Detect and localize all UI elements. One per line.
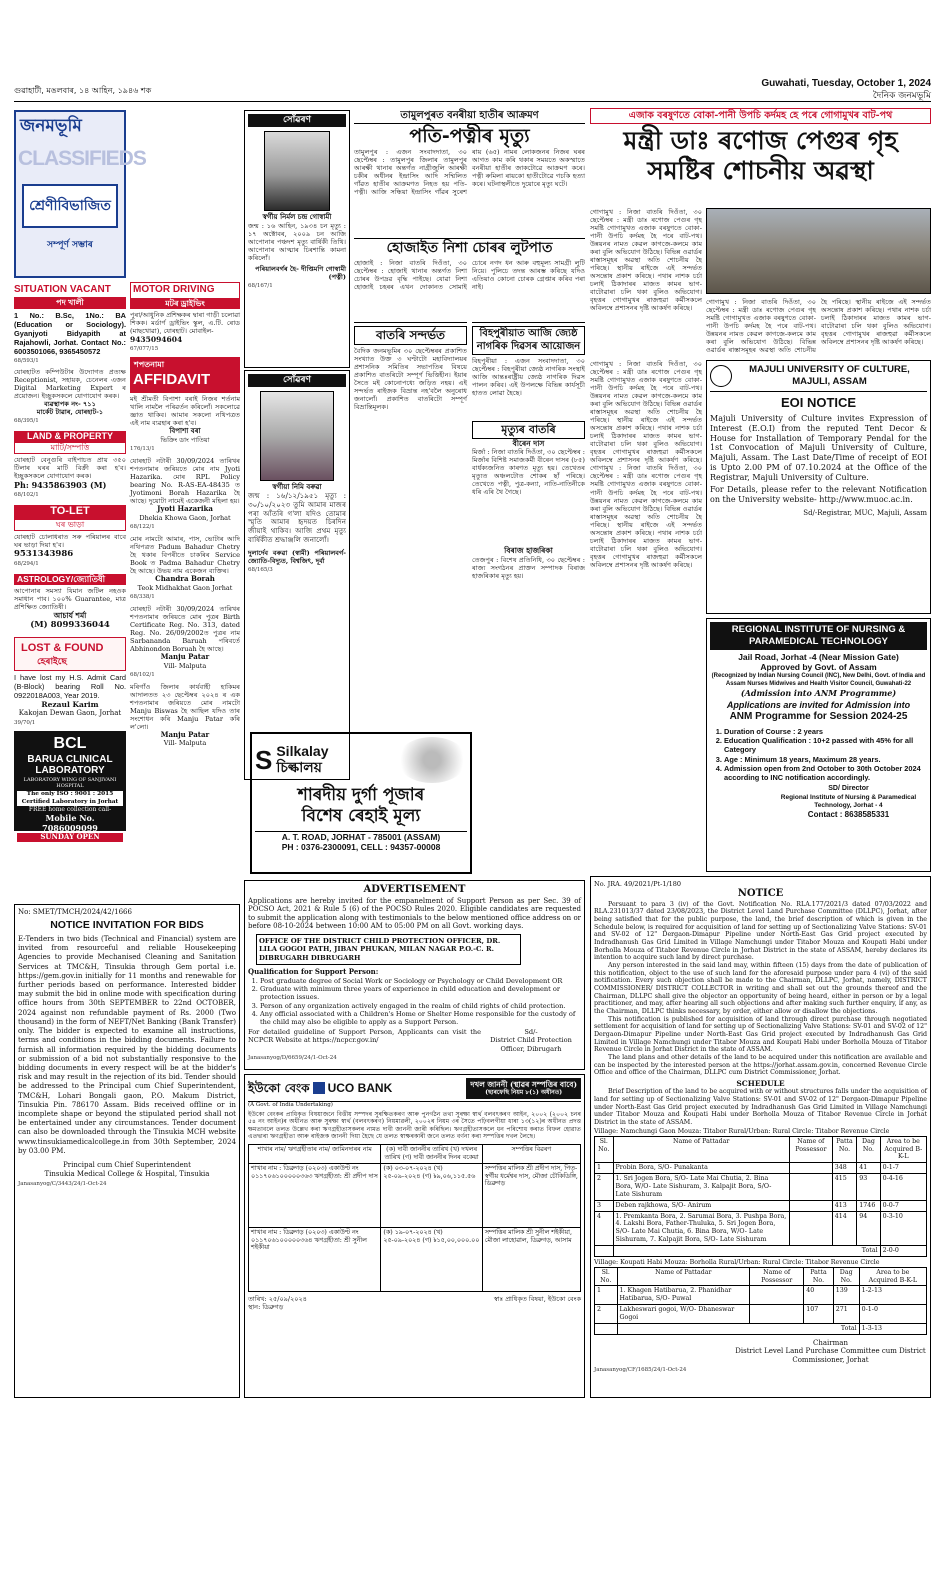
schedule-th: Name of Pattadar: [617, 1267, 750, 1286]
schedule-th: Patta No.: [832, 1136, 857, 1163]
affidavit-name: বিপাশা বৰা: [169, 425, 201, 435]
rint-item: 2. Education Qualification : 10+2 passed with 45% for all Category: [724, 736, 927, 755]
death-headline: মৃত্যুৰ বাতৰি: [472, 421, 585, 439]
schedule-th: Area to be Acquired B-K-L: [859, 1267, 926, 1286]
receptionist-ad: যোৰহাটত কম্পিউটাৰ উদ্যোগত প্ৰত্যক্ষ Receptionist, সহায়ক, চেনেলৰ এজন Digital Marketing Expert ৰ প্ৰয়োজন। ইচ্ছুকসকলে যোগাযোগ কৰক।: [14, 367, 126, 400]
minister-story: [590, 108, 931, 356]
table-row: 2 1. Sri Jogen Bora, S/O- Late Mai Chutia, 2. Bina Bora, W/O- Late Sishuram, 3. Kalpajit Bora, S/O- Late Sishuram 415 93 0-4-16: [595, 1174, 927, 1201]
affidavit-item: [130, 683, 240, 748]
majuli-text: Majuli University of Culture invites Expression of Interest (E.O.I) from the reputed Tent Decor & House for Installation of Temporary Pendal for the 1st Convocation of Majuli University of Culture, Majuli, Assam. The Last Date/Time of receipt of EOI is Upto 2.00 PM of 07.10.2024 at the Office of the Registrar, Majuli University of Culture.: [710, 414, 927, 482]
schedule-th: Patta No.: [804, 1267, 834, 1286]
schedule-th: Sl. No.: [595, 1136, 614, 1163]
affidavit-ref: 176/13/1: [130, 445, 155, 452]
affidavit-item: [130, 605, 240, 679]
majuli-title: EOI NOTICE: [780, 394, 857, 410]
minister-text-1: গোগামুখ : নিজা বাতৰি দিওঁতা, ৩০ ছেপ্টেম্বৰ : মন্ত্ৰী ডাঃ ৰণোজ পেগুৰ গৃহ সমষ্টি গোগামুখত এজাক বৰষুণতে বোকা-পানী উপচি কৰ্দমহ হৈ পৰে বাট-পথ। উন্নয়নৰ নামত কেৱল কাগজে-কলমে কাম কৰা বুলি অভিযোগ উঠিছে। বিভিন্ন ওৱাৰ্ডৰ ৰাস্তাসমূহৰ অৱস্থা অতি শোচনীয় হৈ পৰিছে। স্থানীয় ৰাইজে এই সন্দৰ্ভত অসন্তোষ প্ৰকাশ কৰিছে। পথাৰ নাশক চৰ্চা চলাই ঠিকাদাৰৰ মাজত কামৰ ভাগ-বাটোৱাৰা চলি থকা বুলিও অভিযোগ। বৃহত্তৰ গোগামুখৰ ৰাজহুৱা কৰ্মীসকলে অবিলম্বে প্ৰশাসনৰ দৃষ্টি আকৰ্ষণ কৰিছে।: [590, 208, 702, 313]
land-phone: Ph: 9435863903 (M): [14, 479, 107, 490]
tolet-phone: 9531343986: [14, 548, 74, 559]
classified-brand: জনমভূমি: [20, 116, 82, 136]
table-total-row: Total 1-3-13: [595, 1323, 927, 1334]
news-column: [354, 110, 585, 730]
obit2-photo: [260, 391, 334, 481]
motor-heading-as: মটৰ ড্ৰাইভিং: [130, 299, 240, 309]
land-ref: 68/102/1: [14, 491, 39, 498]
silkalay-ad: [250, 732, 472, 874]
advert-ref: Janasanyog/D/6659/24/1-Oct-24: [248, 1054, 337, 1061]
motor-ref: 67/077/15: [130, 345, 159, 352]
elephant-story: [354, 110, 585, 236]
table-row: 4 1. Premkanta Bora, 2. Sarumai Bora, 3. Pushpa Bora, 4. Lakshi Bora, Father-Thuluka, 5. Sri Jogen Bora, S/O- Late Mai Chutia, 6. Bina Bora, W/O- Late Sishuram, 7. Kalpajit Bora, S/O- Late Sishuram 414 94 0-3-10: [595, 1211, 927, 1245]
receptionist-contact: মাৰ্কেট টাৱাৰ, যোৰহাট-১: [36, 407, 104, 416]
notice-ref: No. JRA. 49/2021/Pt-1/180: [594, 880, 682, 888]
bcl-sub: LABORATORY WING OF SANJIVANI HOSPITAL: [23, 776, 117, 790]
bids-sign1: Principal cum Chief Superintendent: [63, 1161, 191, 1170]
bids-title: NOTICE INVITATION FOR BIDS: [50, 918, 204, 931]
bids-footer: Janasanyog/C/3443/24/1-Oct-24: [18, 1180, 107, 1187]
classified-ghost: CLASSIFIEDS: [18, 147, 146, 170]
bcl-free: FREE home collection call-: [28, 805, 112, 813]
rint-contact: Contact : 8638585331: [807, 810, 890, 820]
obit2-banner: সোঁৱৰণ: [248, 374, 346, 387]
affidavit-banner: [130, 357, 240, 393]
hojai-headline: হোজাইত নিশা চোৰৰ লুটপাত: [386, 240, 553, 257]
masthead: দৈনিক জনমভূমি: [872, 90, 931, 101]
astrology-phone: (M) 8099336044: [30, 620, 110, 631]
briefs-headline: বাতৰি সন্দৰ্ভত: [354, 326, 467, 345]
uco-name-en: UCO BANK: [327, 1080, 393, 1095]
classified-subtitle: সম্পূৰ্ণ সম্ভাৰ: [47, 240, 93, 250]
table-row: শাখাৰ নাম : ডিব্ৰুগড় (০২০৩) একাউণ্ট নং ০১১৭০৬১০০০০০৩৬৩ ঋণগ্ৰহীতা: শ্ৰী প্ৰদীপ দাস (ক) ০৩-০৭-২০২৪ (খ) ২৫-০৯-২০২৪ (গ) ৳৯,০৬,১১৫.৫৬ সম্পত্তিৰ মালিক শ্ৰী প্ৰদীপ দাস, পিতৃ- স্বৰ্গীয় ধৰ্মেশ্বৰ দাস, মৌজা চৌকিডিঙ্গি, ডিব্ৰুগড়: [249, 1163, 581, 1227]
bids-sign2: Tinsukia Medical College & Hospital, Tinsukia: [44, 1169, 210, 1178]
situation-heading: SITUATION VACANT: [14, 284, 111, 295]
lost-heading: LOST & FOUND: [21, 641, 104, 654]
lost-section: [14, 637, 126, 727]
flooded-road-photo: [706, 208, 931, 294]
bids-ref: No: SMET/TMCH/2024/42/1666: [18, 908, 132, 916]
schedule-th: Name of Pattadar: [613, 1136, 789, 1163]
obit2-name: স্বৰ্গীয়া নিমি বৰুৱা: [272, 482, 322, 492]
notice-text1: Persuant to para 3 (iv) of the Govt. Notification No. RLA.177/2021/3 dated 07/03/2022 and RLA.231013/37 dated 23/08/2023, the District Level Land Purchase Committee (DLLPC), Jorhat, after being satisfied that for the public purpose, the land, the brief description of which is given in the Schedule below, is required for acquisition of land for setting up of Sectionalizing Valve Stations: SV-01 and SV-02 of 12" Dergaon-Dimapur Pipeline under North-East Gas Grid project executed by Indradhanush Gas Grid Limited in Village Namchungi under Titabor Mouza and Koupati Habi under Borholla Mouza of Titabor Revenue Circle in Jorhat District in the state of ASSAM, hereby declares its intention to acquire such land by direct purchase.: [594, 900, 927, 962]
affidavit-item: [130, 457, 240, 531]
lost-ad: I have lost my H.S. Admit Card (B-Block) bearing Roll No. 0922018A003, Year 2019.: [14, 672, 126, 700]
notice-footer: Janasanyog/CF/1685/24/1-Oct-24: [594, 1366, 687, 1373]
rint-items: [724, 727, 927, 783]
rint-item: 4. Admission open from 2nd October to 30th October 2024 according to INC notification accordingly.: [724, 764, 927, 783]
uco-sign: স্বাঃ প্ৰাধিকৃত বিষয়া, ইউকো বেংক: [493, 1294, 581, 1303]
affidavit-item-name: Jyoti Hazarika: [157, 503, 213, 513]
uco-text: ইউকো বেংকৰ প্ৰাধিকৃত বিষয়াজনে বিত্তীয় সম্পদৰ সুৰক্ষিতকৰণ আৰু পুনৰ্গঠন তথা সুৰক্ষা স্বাৰ্থ বলবৎকৰণ আইন, ২০০২ (২০০২ চনৰ ৫৪ নং আইন)ৰ অধীনত আৰু সুৰক্ষা স্বাৰ্থ (বলবৎকৰণ) নিয়মাৱলী, ২০০২ৰ নিয়ম ৩ৰ সৈতে পঢ়িবলগীয়া ধাৰা ১৩(১২)ৰ অধীনত প্ৰদত্ত ক্ষমতাবলে তলত উল্লেখ কৰা ঋণগ্ৰহীতাসকলৰ নামত দাবী জাননী জাৰী কৰিছিল। ঋণগ্ৰহীতাসকলে ধন পৰিশোধ কৰাত বিফল হোৱাত এতদ্বাৰা ঋণগ্ৰহীতা আৰু ৰাইজক জাননী দিয়া হৈছে যে তলত স্বাক্ষৰকাৰী জনে তলত বৰ্ণনা কৰা সম্পত্তিৰ দখল লৈছে।: [248, 1110, 581, 1141]
classified-column-right: [130, 282, 240, 900]
receptionist-ref: 68/395/1: [14, 417, 39, 424]
uco-date: তাৰিখ: ২৫/০৯/২০২৪: [248, 1294, 307, 1303]
table-total-row: Total 2-0-0: [595, 1245, 927, 1256]
lost-found-logo: [14, 637, 126, 671]
schedule-title: SCHEDULE: [736, 1079, 785, 1089]
obit1-name: স্বৰ্গীয় নিৰ্মল চন্দ্ৰ গোস্বামী: [262, 212, 332, 222]
header-right: [761, 78, 931, 102]
affidavit-item: [130, 535, 240, 601]
land-section: [14, 431, 126, 499]
rint-programme: ANM Programme for Session 2024-25: [729, 711, 908, 723]
obit2-by: দুলাৰ্দেব বৰুৱা (স্বামী) পৰিয়ালবৰ্গ- জ্যোতি-বিদ্যুত, বিশ্বজিৎ, দূৰ্বা: [248, 548, 346, 565]
minister-kicker: এজাক বৰষুণতে বোকা-পানী উপচি কৰ্দমহ হে পৰে গোগামুখৰ বাট-পথ: [590, 108, 931, 124]
situation-vacant-section: [14, 284, 126, 425]
elephant-text: তামুলপুৰ : এজন সংবাদদাতা, ৩০ ছেপ্টেম্বৰ : তামুলপুৰ জিলাৰ তামুলপুৰ আৰক্ষী থানাৰ অন্তৰ্গত নাগ্ৰীজুলি আৰক্ষী চকীৰ অধীনৰ ইন্দ্ৰাসিং আদি সম্মিলিত গাঁৱত হাতীৰ আক্ৰমণত নিহত হয় পতি-পত্নী। আজি সন্ধিয়া ইন্দ্ৰাসিং গাঁৱৰ সুৰেশ ৰায় (৬৫) নামৰ লোকজনৰ নিজৰ ঘৰৰ আগত কাম কৰি থকাৰ সময়তে অকস্মাতে বনৰীয়া হাতীৰ জাকটোৱে আক্ৰমণ কৰে। পত্নী ৰুমিলা ৰায়কো হাতীটোৱে গচকি হত্যা কৰে। ঘটনাস্থলীতে দুয়োৰে মৃত্যু ঘটে।: [354, 148, 585, 197]
notice-text4: The land plans and other details of the land to be acquired under this notification are available and can be inspected by the interested person at the https://jorhat.assam.gov.in, concerned Revenue Circle Office and office of the Chairman, DLLPC cum District Commissioner, Jorhat.: [594, 1054, 927, 1077]
rint-sign1: SD/ Director: [828, 785, 869, 793]
rint-admission: (Admission into ANM Programme): [740, 688, 897, 698]
affidavit-heading: AFFIDAVIT: [133, 370, 211, 388]
affidavit-item-addr: Dhekia Khowa Gaon, Jorhat: [139, 513, 231, 522]
death-text2: তেজপুৰ : বিশেষ প্ৰতিনিধি, ৩০ ছেপ্টেম্বৰ : ৰাজ্য সংগঠনৰ প্ৰাক্তন সম্পাদক বিৰাজ হাজৰিকাৰ মৃত্যু হয়।: [472, 555, 585, 580]
affidavit-item-text: যোৰহাট নটাৰী 30/09/2024 তাৰিখৰ শপতনামাৰ জৰিয়তে মোৰ পুত্ৰৰ Birth Certificate Reg. No. 313, dated Reg. No. 26/09/2002ত পুত্ৰৰ নাম Sarbananda Baruah পৰিবৰ্তে Abhinondon Boruah হৈ আছে।: [130, 604, 240, 653]
nursing-institute-ad: [706, 618, 931, 872]
affidavit-item-name: Manju Patar: [160, 729, 210, 739]
rint-item: 1. Duration of Course : 2 years: [724, 727, 927, 736]
minister-headline: মন্ত্ৰী ডাঃ ৰণোজ পেগুৰ গৃহ সমষ্টিৰ শোচনীয় অৱস্থা: [623, 125, 898, 186]
affidavit-item-addr: Vill- Malputa: [163, 739, 207, 748]
elephant-kicker: তামুলপুৰত বনৰীয়া হাতীৰ আক্ৰমণ: [354, 110, 585, 124]
header-date-english: Guwahati, Tuesday, October 1, 2024: [761, 78, 931, 89]
hojai-text: হোজাই : নিজা বাতৰি দিওঁতা, ৩০ ছেপ্টেম্বৰ : হোজাই থানাৰ অন্তৰ্গত নিশা চোৰৰ উপদ্ৰৱ বৃদ্ধি পাইছে। যোৱা নিশা হোজাই চহৰৰ এখন দোকানত সোমাই চোৰে নগদ ধন আৰু বহুমূল্য সামগ্ৰী লুটি নিয়ে। পুলিচে তদন্ত আৰম্ভ কৰিছে যদিও এতিয়াও কোনো চোৰক গ্ৰেপ্তাৰ কৰিব পৰা নাই।: [354, 258, 585, 291]
briefs-story: [354, 322, 467, 569]
silkalay-phone: PH : 0376-2300091, CELL : 94357-00008: [281, 842, 441, 853]
advert-title: ADVERTISEMENT: [363, 884, 466, 895]
situation-ad: 1 No.: B.Sc, 1No.: BA (Education or Sociology). Gyanjyoti Bidyapith at Rajahowli, Jorhat. Contact No.: 6003501066, 9365450572: [14, 310, 126, 356]
situation-ref: 68/593/1: [14, 357, 39, 364]
page-header: [14, 74, 931, 102]
minister-continued: [590, 360, 702, 870]
lost-name: Rezaul Karim: [41, 699, 99, 709]
affidavit-item-text: মোৰ নামটো আমাৰ, পাস, ভোটাৰ আদি নথিপত্ৰত Padum Bahadur Chetry হৈ থকাৰ বিপৰীতে চাকৰিৰ Service Book ত Padma Bahadur Chetry হৈ আছে। উভয় নাম একেজন ব্যক্তিৰ।: [130, 534, 240, 575]
uco-bank-notice: [244, 1074, 585, 1398]
silkalay-name-as: চিল্কালয়: [276, 760, 322, 776]
land-acquisition-notice: [590, 876, 931, 1398]
affidavit-item-ref: 68/122/1: [130, 523, 155, 530]
notice-text3: This notification is published for acquisition of land through direct purchase through negotiated settlement for acquisition of land for setting up of Sectionalizing Valve Stations: SV-01 and SV-02 of 12" Dergaon-Dimapur Pipeline under North-East Gas Grid project executed by Indradhanush Gas Grid Limited in Village Namchungi under Titabor Mouza and Koupati Habi under Borholla Mouza of Titabor Revenue Circle in Jorhat District in the state of ASSAM.: [594, 1015, 927, 1054]
astrology-section: [14, 574, 126, 631]
rint-title: REGIONAL INSTITUTE OF NURSING & PARAMEDICAL TECHNOLOGY: [710, 622, 927, 650]
schedule-th: Sl. No.: [595, 1267, 618, 1286]
tolet-heading: TO-LET: [14, 505, 126, 519]
land-heading: LAND & PROPERTY: [14, 431, 126, 442]
advert-qual: 2. Graduate with minimum three years of experience in child education and development or protection issues.: [260, 985, 581, 1001]
advert-qual: 4. Any official associated with a Children's Home or Shelter Home responsible for the custody of the child may also be eligible to apply as a Support Person.: [260, 1010, 581, 1026]
motor-heading: MOTOR DRIVING: [130, 282, 240, 299]
astrology-heading: ASTROLOGY/জ্যোতিষী: [14, 574, 126, 585]
advert-office: OFFICE OF THE DISTRICT CHILD PROTECTION OFFICER, DR. LILA GOGOI PATH, JIBAN PHUKAN, MILAN NAGAR P.O.-C. R. DIBRUGARH DIBRUGARH: [256, 934, 521, 965]
death-text1: মিৰ্জা : নিজা বাতৰি দিওঁতা, ৩০ ছেপ্টেম্বৰ : মিৰ্জাৰ বিশিষ্ট সমাজকৰ্মী বীৰেন দাসৰ (৮৫) বাৰ্ধক্যজনিত কাৰণত মৃত্যু হয়। তেখেতৰ মৃত্যুত অঞ্চলটোত শোকৰ ছাঁ পৰিছে। তেখেতে পত্নী, পুত্ৰ-কন্যা, নাতি-নাতিনীকে ধৰি এৰি থৈ গৈছে।: [472, 448, 585, 497]
schedule-th: Dag No.: [833, 1267, 859, 1286]
majuli-logo-icon: [710, 365, 732, 387]
rint-approved: Approved by Govt. of Assam: [760, 662, 877, 673]
uco-name-as: ইউকো বেংক: [248, 1080, 310, 1095]
bids-text: E-Tenders in two bids (Technical and Financial) system are invited from resourceful and reliable Housekeeping Agencies to provide Mechanised Cleaning and Sanitation Services at TMC&H, Tinsukia through Gem portal i.e. https://gem.gov.in initially for 11 months and renewable for further periods based on performance. Interested bidder may submit the bid in online mode with specification during office hours from 30th SEPTEMBER to 22nd OCTOBER, 2024 against non refundable payment of Rs. 2000 (Two thousand) in the form of NEFT/Net Banking (Bank Transfer) only. The bidder is expected to examine all instructions, terms and conditions in the bidding documents. Failure to furnish all information required by the bidding documents or submission of a bid not substantially responsive to the bidding documents in every respect will be at the bidder's risk and may result in the rejection of its bid. Tender should be addressed to the Principal cum Chief Superintendent, TMC&H, Lohari Bongali gaon, P.O. Makum District, Tinsukia Pin. 786170 Assam. Bids received offline or in incomplete shape or beyond the stipulated period shall not be entertained under any circumstances. Tender document can also be downloaded through the Tinsukia MCH website www.tinsukiamedicalcollege.in from 30th September, 2024 by 03.00 PM.: [18, 933, 236, 1155]
tolet-ref: 68/294/1: [14, 561, 39, 568]
majuli-eoi-notice: [706, 360, 931, 614]
tolet-section: [14, 505, 126, 568]
advert-qual: 3. Person of any organization actively engaged in the realm of child rights of child protection.: [260, 1002, 581, 1010]
bcl-iso: The only ISO : 9001 : 2015 Certified Laboratory in Jorhat: [17, 791, 123, 805]
affidavit-item-ref: 68/338/1: [130, 593, 155, 600]
advert-text: Applications are hereby invited for the empanelment of Support Person as per Sec. 39 of POCSO Act, 2021 & Rule 5 (6) of the POCSO Rules 2020. Eligible candidates are requested to submit the application along with testimonials to the below mentioned office address on or before 08-10-2024 between 10:00 AM to 05:00 PM on all Govt. working days.: [248, 896, 581, 931]
obit1-ref: 68/167/1: [248, 283, 273, 290]
silkalay-name-en: Silkalay: [276, 742, 329, 759]
notice-text2: Any person interested in the said land may, within fifteen (15) days from the date of publication of this notification, object to the use of such land for the aforesaid purpose under para 4 (vi) of the said notification. Every such objection shall be made to the Chairman, DLLPC, Jorhat, namely, DISTRICT COMMISSIONER/ DISTRICT COLLECTOR in writing and shall set out the grounds thereof and the Chairman, DLLPC shall give the objector an opportunity of being heard, either in person or by a legal practitioner, and may, after hearing all such objections and after making such further enquiry, if any, as the Chairman, DLLPC thinks necessary, by order, either allow or disallow the objections.: [594, 962, 927, 1016]
schedule-text: Brief Description of the land to be acquired with or without structures falls under the acquisition of land for setting up of Sectionalizing Valve Stations: SV-01 and SV-02 of 12" Dergaon-Dimapur Pipeline under North-East Gas Grid project executed by Indradhanush Gas Grid Limited in Village Namchungi under Titabor Mouza and Koupati Habi under Borholla Mouza of Titabor Revenue Circle in Jorhat District in the state of ASSAM.: [594, 1088, 927, 1127]
village2-label: Village: Koupati Habi Mouza: Borholla Rural/Urban: Rural Circle: Titabor Revenue Circle: [594, 1258, 880, 1266]
bihpuria-story: [472, 322, 585, 596]
notice-sign2: District Level Land Purchase Committee cum District Commissioner, Jorhat: [735, 1347, 926, 1365]
affidavit-item-addr: Teok Midhakhat Gaon Jorhat: [137, 583, 233, 592]
motor-phone: 9435094604: [130, 334, 183, 344]
uco-table: [248, 1144, 581, 1292]
table-row: শাখাৰ নাম : ডিব্ৰুগড় (০২০৩) একাউণ্ট নং ০১১৭০৬১০০০০০৩৬৪ ঋণগ্ৰহীতা: শ্ৰী সুনীল শইকীয়া (ক) ১৯-০৭-২০২৪ (খ) ২৫-০৯-২০২৪ (গ) ৳১৫,০০,০০০.০০ সম্পত্তিৰ মালিক শ্ৰী সুনীল শইকীয়া, মৌজা লাহোৱাল, ডিব্ৰুগড়, আসাম: [249, 1227, 581, 1291]
notice-sign1: Chairman: [813, 1338, 848, 1347]
affidavit-addr: ভিক্ৰিং ডাং পাতিয়া: [160, 435, 210, 444]
death-name2: বিৰাজ হাজৰিকা: [504, 546, 553, 556]
uco-place: স্থান: ডিব্ৰুগড়: [248, 1302, 284, 1311]
table-row: 3 Deben rajkhowa, S/O- Anirum 413 1746 0-0-7: [595, 1200, 927, 1211]
uco-logo-icon: [313, 1082, 325, 1094]
schedule-th: Name of Possessor: [789, 1136, 832, 1163]
minister-text-3: গোগামুখ : নিজা বাতৰি দিওঁতা, ৩০ ছেপ্টেম্বৰ : মন্ত্ৰী ডাঃ ৰণোজ পেগুৰ গৃহ সমষ্টি গোগামুখত এজাক বৰষুণতে বোকা-পানী উপচি কৰ্দমহ হৈ পৰে বাট-পথ। উন্নয়নৰ নামত কেৱল কাগজে-কলমে কাম কৰা বুলি অভিযোগ উঠিছে। বিভিন্ন ওৱাৰ্ডৰ ৰাস্তাসমূহৰ অৱস্থা অতি শোচনীয় হৈ পৰিছে। স্থানীয় ৰাইজে এই সন্দৰ্ভত অসন্তোষ প্ৰকাশ কৰিছে। পথাৰ নাশক চৰ্চা চলাই ঠিকাদাৰৰ মাজত কামৰ ভাগ-বাটোৱাৰা চলি থকা বুলিও অভিযোগ। বৃহত্তৰ গোগামুখৰ ৰাজহুৱা কৰ্মীসকলে অবিলম্বে প্ৰশাসনৰ দৃষ্টি আকৰ্ষণ কৰিছে। গোগামুখ : নিজা বাতৰি দিওঁতা, ৩০ ছেপ্টেম্বৰ : মন্ত্ৰী ডাঃ ৰণোজ পেগুৰ গৃহ সমষ্টি গোগামুখত এজাক বৰষুণতে বোকা-পানী উপচি কৰ্দমহ হৈ পৰে বাট-পথ। উন্নয়নৰ নামত কেৱল কাগজে-কলমে কাম কৰা বুলি অভিযোগ উঠিছে। বিভিন্ন ওৱাৰ্ডৰ ৰাস্তাসমূহৰ অৱস্থা অতি শোচনীয় হৈ পৰিছে। স্থানীয় ৰাইজে এই সন্দৰ্ভত অসন্তোষ প্ৰকাশ কৰিছে। পথাৰ নাশক চৰ্চা চলাই ঠিকাদাৰৰ মাজত কামৰ ভাগ-বাটোৱাৰা চলি থকা বুলিও অভিযোগ। বৃহত্তৰ গোগামুখৰ ৰাজহুৱা কৰ্মীসকলে অবিলম্বে প্ৰশাসনৰ দৃষ্টি আকৰ্ষণ কৰিছে।: [590, 360, 702, 569]
classified-banner: [14, 110, 146, 278]
affidavit-item-addr: Vill- Malputa: [163, 661, 207, 670]
silkalay-address: A. T. ROAD, JORHAT - 785001 (ASSAM): [255, 831, 467, 843]
bcl-sunday: SUNDAY OPEN: [17, 833, 123, 842]
affidavit-item-ref: 68/102/1: [130, 671, 155, 678]
table-row: 1 Probin Bora, S/O- Punakanta 348 41 0-1-7: [595, 1163, 927, 1174]
advert-quals: [260, 977, 581, 1026]
table-row: 1 1. Khagen Hatibarua, 2. Phanidhar Hatibarua, S/O- Puwal 40 139 1-2-13: [595, 1286, 927, 1305]
bcl-mobile: Mobile No. 7086009099: [42, 813, 98, 834]
rint-recog: (Recognized by Indian Nursing Council (INC), New Delhi, Govt. of India and Assam Nurses Midwives and Health Visitor Council, Guwahati-22: [711, 673, 926, 687]
obit2-text: জন্ম : ১৬/১২/১৯৫১ মৃত্যু : ৩০/১০/২০২৩ তুমি আমাৰ মাজৰ পৰা আঁতৰি গ'লা যদিও তোমাৰ স্মৃতি আমাৰ হৃদয়ত চিৰদিন জীয়াই থাকিব। আজি প্ৰথম মৃত্যু বাৰ্ষিকীত শ্ৰদ্ধাঞ্জলি জনালোঁ।: [248, 491, 346, 544]
advert-qual: 1. Post graduate degree of Social Work or Sociology or Psychology or Child Development OR: [260, 977, 581, 985]
briefs-text: বৈদিক জনমভূমিৰ ৩০ ছেপ্টেম্বৰৰ প্ৰকাশিত সংখ্যাত উক্ত ৩ ঘণ্টাটো মহাবিদ্যালয়ৰ প্ৰশাসনিক সমিতিৰ সভাপতিৰ বিষয়ে প্ৰকাশিত বাতৰিটো সম্পূৰ্ণ ভিত্তিহীন। ইয়াৰ সৈতে মই কোনোপধ্যে জড়িত নহয়। এই সন্দৰ্ভত ৰাইজক বিভ্ৰান্ত নহ'বলৈ অনুৰোধ জনালোঁ। প্ৰকাশিত বাতৰিটো সম্পূৰ্ণ বিভ্ৰান্তিমূলক।: [354, 347, 467, 412]
lost-heading-as: হেৰাইছে: [37, 656, 67, 667]
obit1-banner: সোঁৱৰণ: [248, 114, 346, 127]
bids-notice: [14, 904, 240, 1398]
notice-title: NOTICE: [737, 888, 784, 900]
tolet-ad: যোৰহাট চোলাধৰাত সৰু পৰিয়ালৰ বাবে ঘৰ ভাড়া দিয়া হ'ব।: [14, 532, 126, 549]
affidavit-heading-as: শপতনামা: [134, 358, 165, 369]
minister-text-2: গোগামুখ : নিজা বাতৰি দিওঁতা, ৩০ ছেপ্টেম্বৰ : মন্ত্ৰী ডাঃ ৰণোজ পেগুৰ গৃহ সমষ্টি গোগামুখত এজাক বৰষুণতে বোকা-পানী উপচি কৰ্দমহ হৈ পৰে বাট-পথ। উন্নয়নৰ নামত কেৱল কাগজে-কলমে কাম কৰা বুলি অভিযোগ উঠিছে। বিভিন্ন ওৱাৰ্ডৰ ৰাস্তাসমূহৰ অৱস্থা অতি শোচনীয় হৈ পৰিছে। স্থানীয় ৰাইজে এই সন্দৰ্ভত অসন্তোষ প্ৰকাশ কৰিছে। পথাৰ নাশক চৰ্চা চলাই ঠিকাদাৰৰ মাজত কামৰ ভাগ-বাটোৱাৰা চলি থকা বুলিও অভিযোগ। বৃহত্তৰ গোগামুখৰ ৰাজহুৱা কৰ্মীসকলে অবিলম্বে প্ৰশাসনৰ দৃষ্টি আকৰ্ষণ কৰিছে।: [706, 298, 931, 355]
affidavit-item-text: যোৰহাট নটাৰী 30/09/2024 তাৰিখৰ শপতনামাৰ জৰিয়তে মোৰ নাম Jyoti Hazarika. মোৰ RPL Policy bearing No. R-AS-EA-48435 ত Jyotimoni Borah Hazarika হৈ আছে। দুয়োটা নামেই একেজনী মহিলা হয়।: [130, 456, 240, 505]
uco-notice-title: দখল জাননী (স্থাৱৰ সম্পত্তিৰ বাবে) (ছাৰফেছি নিয়ম ৮(১) অধীনত): [466, 1078, 581, 1099]
lost-ref: 39/70/1: [14, 720, 36, 727]
silkalay-tagline: শাৰদীয় দুৰ্গা পূজাৰ: [297, 785, 425, 805]
rint-invite: Applications are invited for Admission into: [726, 700, 911, 710]
schedule-th: Area to be Acquired B-K-L: [880, 1136, 926, 1163]
affidavit-item-name: Chandra Borah: [155, 573, 215, 583]
affidavit-item-text: মৰিগাঁও জিলাৰ কাৰ্যবাহী হাকিমৰ আদালতত ২৩ ছেপ্টেম্বৰ ২০২৪ ৰ এক শপতনামাৰ জৰিয়তে মোৰ নামটো Manju Biswas হৈ আছিল যদিও তাৰ সংশোধন কৰি Manju Patar কৰি ল'লো।: [130, 682, 240, 731]
bcl-logo: BCL: [53, 734, 87, 752]
land-ad: যোৰহাট বেনুগুৰি বাইপাচত প্ৰায় ৩৫০ টিলাৰ ঘৰৰ মাটি বিক্ৰী কৰা হ'ব। ইচ্ছুকসকলে যোগাযোগ কৰক।: [14, 455, 126, 480]
astrology-name: আচাৰ্য শৰ্মা: [53, 610, 87, 620]
village1-label: Village: Namchungi Gaon Mouza: Titabor Rural/Urban: Rural Circle: Titabor Revenue Circle: [594, 1127, 890, 1135]
header-date-assamese: গুৱাহাটী, মঙলবাৰ, ১৪ আহিন, ১৯৪৬ শক: [14, 86, 152, 95]
majuli-sign: Sd/-Registrar, MUC, Majuli, Assam: [803, 508, 927, 517]
advert-details: For detailed guideline of Support Person, Applicants can visit the NCPCR Website at https://ncpcr.gov.in/: [248, 1028, 481, 1045]
schedule-th: Dag No.: [857, 1136, 880, 1163]
silkalay-s-icon: S: [255, 744, 273, 775]
uco-th: শাখাৰ নাম/ ঋণগ্ৰহীতাৰ নাম/ জামিনদাৰৰ নাম: [249, 1145, 381, 1164]
durga-illustration: [397, 737, 467, 783]
bihpuria-headline: বিহপুৰীয়াত আজি জ্যেষ্ঠ নাগৰিক দিৱসৰ আয়োজন: [472, 326, 585, 355]
uco-sub: (A Govt. of India Undertaking): [248, 1101, 333, 1108]
table-row: 2 Lakheswari gogoi, W/O- Dhaneswar Gogoi 107 271 0-1-0: [595, 1305, 927, 1324]
pocso-advertisement: [244, 880, 585, 1070]
advert-qual-title: Qualification for Support Person:: [248, 967, 379, 977]
majuli-univ: MAJULI UNIVERSITY OF CULTURE, MAJULI, ASSAM: [749, 364, 910, 387]
bcl-ad: [14, 731, 126, 842]
obituary-column: [244, 110, 350, 780]
schedule-table-1: [594, 1136, 927, 1257]
lost-addr: Kakojan Dewan Gaon, Jorhat: [18, 709, 122, 718]
tolet-heading-as: ঘৰ ভাড়া: [14, 519, 126, 531]
uco-th: সম্পত্তিৰ বিৱৰণ: [482, 1145, 580, 1164]
bihpuria-text: বিহপুৰীয়া : এজন সংবাদদাতা, ৩০ ছেপ্টেম্বৰ : বিহপুৰীয়া জ্যেষ্ঠ নাগৰিক সংস্থাই আজি আন্তঃৰাষ্ট্ৰীয় জ্যেষ্ঠ নাগৰিক দিৱস পালন কৰিব। এই উপলক্ষে বিভিন্ন কাৰ্যসূচী হাতত লোৱা হৈছে।: [472, 357, 585, 398]
obit1-text: জন্ম : ১৬ আহিন, ১৯৩৪ চন মৃত্যু : ১৭ অক্টোবৰ, ২০০৯ চন আজি আপোনাৰ পঞ্চদশ মৃত্যু বাৰ্ষিকী তিথি। আপোনাৰ আত্মাৰ চিৰশান্তি কামনা কৰিলোঁ।: [248, 222, 346, 263]
obituary-1: [244, 110, 350, 368]
rint-addr: Jail Road, Jorhat -4 (Near Mission Gate): [738, 651, 899, 662]
death-name1: বীৰেন দাস: [512, 438, 545, 448]
affidavit-list: [130, 457, 240, 748]
obit1-photo: [264, 131, 330, 211]
silkalay-offer: বিশেষ ৰেহাই মূল্য: [301, 806, 421, 827]
classified-title: শ্ৰেণীবিভাজিত: [22, 184, 118, 228]
schedule-th: Name of Possessor: [750, 1267, 804, 1286]
elephant-headline: পতি-পত্নীৰ মৃত্যু: [409, 124, 530, 147]
majuli-details: For Details, please refer to the relevant Notification on the University website- http://www.muoc.ac.in.: [710, 485, 927, 504]
uco-th: (ক) দাবী জাননীৰ তাৰিখ (খ) দখলৰ তাৰিখ (গ) দাবী জাননীৰ দিনৰ বকেয়া: [381, 1145, 482, 1164]
motor-ad: পুৰা/আধুনিক প্ৰশিক্ষকৰ দ্বাৰা গাড়ী চলোৱা শিকক। মৰ্ডাৰ্ণ ড্ৰাইভিং স্কুল, এ.টি. ৰোড (মাছখোৱা), যোৰহাট। মোবাইল-: [130, 310, 240, 335]
receptionist-no: ব্যৱস্থাপক নং- ৭১১: [44, 399, 96, 408]
affidavit-ad: মই শ্ৰীমতী বিপাশা বৰাই নিজৰ শৰ্তনাম খালি নামলৈ পৰিৱৰ্তন কৰিলোঁ। সকলোৱে জ্ঞাত থাকিব। আমাৰ সকলো নথিপত্ৰত এই নাম ব্যৱহাৰ কৰা হ'ব।: [130, 394, 240, 427]
land-heading-as: মাটি/সম্পত্তি: [14, 442, 126, 454]
schedule-table-2: [594, 1267, 927, 1335]
rint-sign2: Regional Institute of Nursing & Paramedical Technology, Jorhat - 4: [780, 794, 917, 810]
obit1-by: পৰিয়ালবৰ্গৰ হৈ- দীপ্তিমণি গোস্বামী (পত্নী): [255, 265, 346, 282]
rint-item: 3. Age : Minimum 18 years, Maximum 28 years.: [724, 755, 927, 764]
obituary-2: [244, 370, 350, 780]
affidavit-item-name: Manju Patar: [160, 651, 210, 661]
astrology-ad: আপোনাৰ সমস্যা যিমান জটিল নহওক সমাধান পাব। ১০০% Guarantee, মাত্ৰ প্ৰশিক্ষিত জ্যোতিষী।: [14, 586, 126, 611]
obit2-ref: 68/165/3: [248, 566, 273, 573]
bcl-name: BARUA CLINICAL LABORATORY: [27, 753, 113, 776]
situation-heading-as: পদ খালী: [14, 297, 126, 309]
advert-sign: Sd/- District Child Protection Officer, Dibrugarh: [490, 1028, 572, 1053]
